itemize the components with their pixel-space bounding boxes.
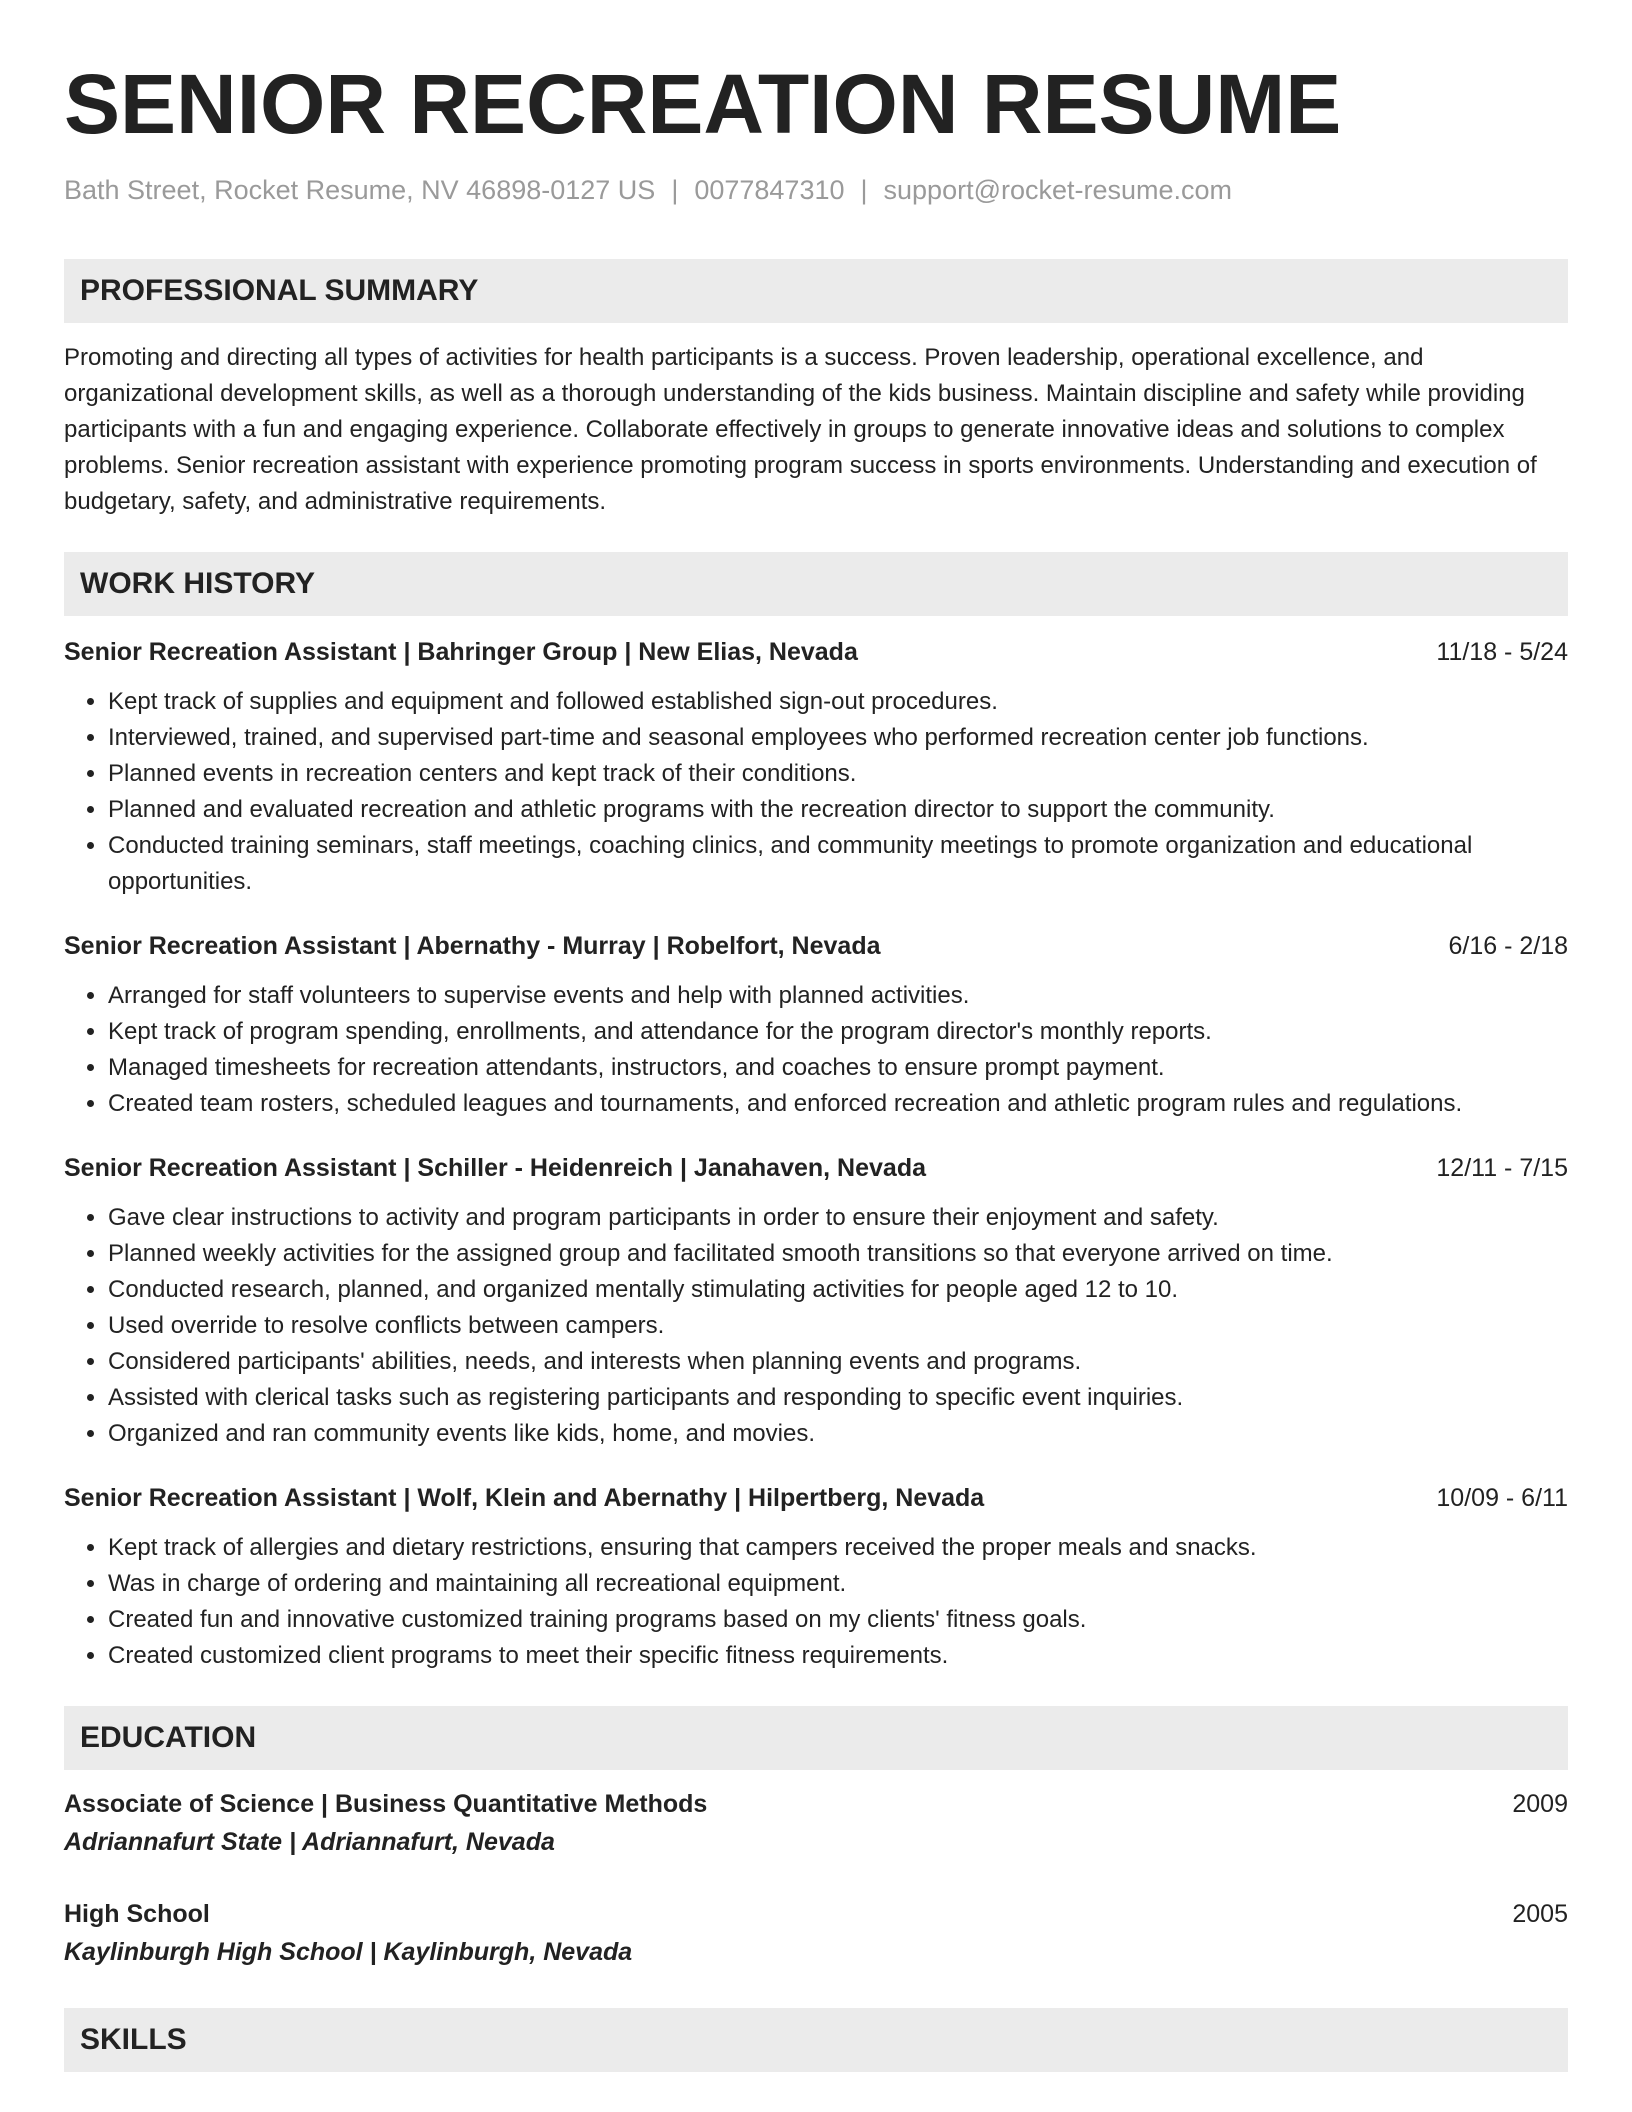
job-title: Senior Recreation Assistant | Abernathy - Murray | Robelfort, Nevada: [64, 932, 881, 960]
job-dates: 6/16 - 2/18: [1448, 932, 1568, 960]
section-heading-summary: PROFESSIONAL SUMMARY: [64, 259, 1568, 323]
education-header: [64, 1896, 1568, 1932]
education-school: Kaylinburgh High School | Kaylinburgh, Nevada: [64, 1938, 633, 1966]
section-heading-skills: SKILLS: [64, 2008, 1568, 2072]
job-header: [64, 1480, 1568, 1516]
job-bullet: • Planned events in recreation centers and kept track of their conditions.: [108, 756, 1568, 792]
job-bullets: [64, 1530, 1568, 1674]
job-title: Senior Recreation Assistant | Bahringer Group | New Elias, Nevada: [64, 638, 858, 666]
job-bullet: • Arranged for staff volunteers to supervise events and help with planned activities.: [108, 978, 1568, 1014]
job-bullet: • Kept track of program spending, enrollments, and attendance for the program director's monthly reports.: [108, 1014, 1568, 1050]
job-bullet: • Interviewed, trained, and supervised part-time and seasonal employees who performed recreation center job functions.: [108, 720, 1568, 756]
job-bullet: • Kept track of supplies and equipment and followed established sign-out procedures.: [108, 684, 1568, 720]
job-entry: [64, 1480, 1568, 1674]
job-dates: 10/09 - 6/11: [1436, 1484, 1568, 1512]
job-header: [64, 928, 1568, 964]
job-bullet: • Conducted training seminars, staff meetings, coaching clinics, and community meetings to promote organization and educational opportunities.: [108, 828, 1568, 900]
job-bullet: • Created fun and innovative customized training programs based on my clients' fitness goals.: [108, 1602, 1568, 1638]
job-bullet: • Kept track of allergies and dietary restrictions, ensuring that campers received the proper meals and snacks.: [108, 1530, 1568, 1566]
job-bullet: • Considered participants' abilities, needs, and interests when planning events and programs.: [108, 1344, 1568, 1380]
education-school: Adriannafurt State | Adriannafurt, Nevada: [64, 1828, 555, 1856]
education-entry: [64, 1786, 1568, 1860]
contact-phone: 0077847310: [694, 175, 845, 205]
education-degree: Associate of Science | Business Quantitative Methods: [64, 1790, 708, 1818]
job-header: [64, 634, 1568, 670]
job-title: Senior Recreation Assistant | Wolf, Klein and Abernathy | Hilpertberg, Nevada: [64, 1484, 985, 1512]
education-degree: High School: [64, 1900, 210, 1928]
job-entry: [64, 1150, 1568, 1452]
job-bullet: • Planned and evaluated recreation and athletic programs with the recreation director to support the community.: [108, 792, 1568, 828]
job-entry: [64, 928, 1568, 1122]
job-bullet: • Conducted research, planned, and organized mentally stimulating activities for people aged 12 to 10.: [108, 1272, 1568, 1308]
contact-address: Bath Street, Rocket Resume, NV 46898-0127 US: [64, 175, 656, 205]
job-entry: [64, 634, 1568, 900]
job-bullet: • Assisted with clerical tasks such as registering participants and responding to specific event inquiries.: [108, 1380, 1568, 1416]
education-header: [64, 1786, 1568, 1822]
job-bullet: • Managed timesheets for recreation attendants, instructors, and coaches to ensure prompt payment.: [108, 1050, 1568, 1086]
section-heading-education: EDUCATION: [64, 1706, 1568, 1770]
contact-line: [64, 172, 1568, 208]
section-heading-work-history: WORK HISTORY: [64, 552, 1568, 616]
job-bullet: • Created customized client programs to meet their specific fitness requirements.: [108, 1638, 1568, 1674]
job-bullets: [64, 978, 1568, 1122]
education-entry: [64, 1896, 1568, 1970]
job-title: Senior Recreation Assistant | Schiller - Heidenreich | Janahaven, Nevada: [64, 1154, 926, 1182]
job-bullets: [64, 684, 1568, 900]
job-bullet: • Was in charge of ordering and maintaining all recreational equipment.: [108, 1566, 1568, 1602]
job-dates: 12/11 - 7/15: [1436, 1154, 1568, 1182]
job-bullet: • Planned weekly activities for the assigned group and facilitated smooth transitions so that everyone arrived on time.: [108, 1236, 1568, 1272]
education-year: 2005: [1512, 1900, 1568, 1928]
summary-text: Promoting and directing all types of activities for health participants is a success. Proven leadership, operational excellence, and organizational development skills, as well as a thorough understanding of the kids business. Maintain discipline and safety while providing participants with a fun and engaging experience. Collaborate effectively in groups to generate innovative ideas and solutions to complex problems. Senior recreation assistant with experience promoting program success in sports environments. Understanding and execution of budgetary, safety, and administrative requirements.: [64, 344, 1537, 515]
job-bullet: • Gave clear instructions to activity and program participants in order to ensure their enjoyment and safety.: [108, 1200, 1568, 1236]
job-bullets: [64, 1200, 1568, 1452]
contact-separator: |: [860, 175, 868, 205]
resume-title: SENIOR RECREATION RESUME: [64, 57, 1342, 151]
job-bullet: • Created team rosters, scheduled leagues and tournaments, and enforced recreation and athletic program rules and regulations.: [108, 1086, 1568, 1122]
education-year: 2009: [1512, 1790, 1568, 1818]
contact-email[interactable]: support@rocket-resume.com: [883, 175, 1233, 205]
job-header: [64, 1150, 1568, 1186]
job-bullet: • Organized and ran community events like kids, home, and movies.: [108, 1416, 1568, 1452]
contact-separator: |: [671, 175, 679, 205]
job-dates: 11/18 - 5/24: [1436, 638, 1568, 666]
job-bullet: • Used override to resolve conflicts between campers.: [108, 1308, 1568, 1344]
